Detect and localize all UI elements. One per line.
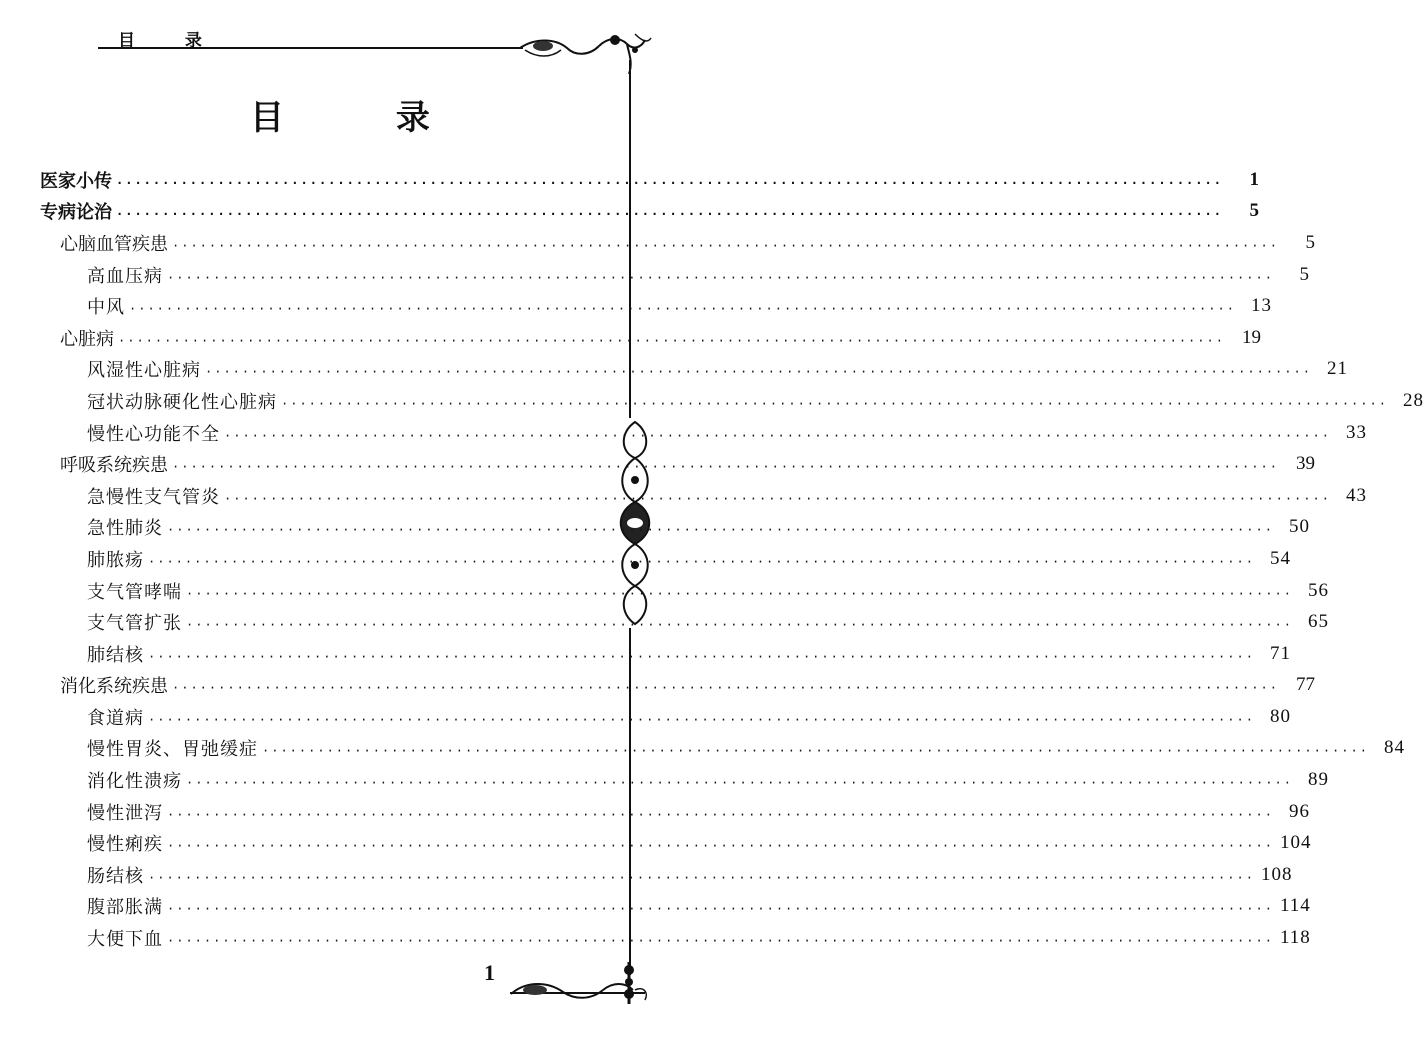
dot-leader: ························································································································ (224, 428, 1331, 443)
toc-entry-title: 肠结核 (87, 865, 144, 887)
toc-entry-page: 96 (1288, 800, 1310, 822)
dot-leader: ························································································································ (167, 270, 1274, 285)
dot-leader: ························································································································ (224, 491, 1331, 506)
toc-entry[interactable] (40, 733, 1405, 765)
page-number: 1 (484, 960, 495, 985)
toc-entry-title: 消化系统疾患 (60, 676, 168, 698)
toc-entry-title: 慢性泄泻 (87, 802, 163, 824)
dot-leader: ························································································································ (186, 586, 1293, 601)
toc-entry[interactable] (40, 448, 1315, 480)
dot-leader: ························································································································ (118, 333, 1225, 348)
toc-entry-page: 118 (1279, 927, 1311, 949)
toc-entry[interactable] (40, 670, 1315, 702)
dot-leader: ························································································································ (148, 870, 1255, 885)
toc-entry-page: 89 (1307, 769, 1329, 791)
toc-entry[interactable] (40, 385, 1424, 417)
toc-entry-page: 54 (1269, 547, 1291, 569)
toc-entry[interactable] (40, 764, 1329, 796)
dot-leader: ························································································································ (167, 839, 1274, 854)
toc-entry-page: 19 (1241, 326, 1261, 348)
running-head: 目 录 (118, 31, 224, 51)
toc-entry[interactable] (40, 859, 1293, 891)
toc-entry-page: 80 (1269, 705, 1291, 727)
toc-entry[interactable] (40, 543, 1291, 575)
dot-leader: ························································································································ (116, 175, 1223, 190)
dot-leader: ························································································································ (262, 744, 1369, 759)
toc-entry[interactable] (40, 701, 1291, 733)
toc-entry-title: 专病论治 (40, 202, 112, 224)
dot-leader: ························································································································ (172, 460, 1279, 475)
toc-entry[interactable] (40, 417, 1367, 449)
toc-entry-title: 食道病 (87, 707, 144, 729)
toc-entry-title: 心脏病 (60, 328, 114, 350)
toc-entry-title: 支气管哮喘 (87, 581, 182, 603)
toc-entry-page: 21 (1326, 358, 1348, 380)
toc-entry[interactable] (40, 480, 1367, 512)
toc-entry-page: 5 (1249, 200, 1259, 222)
dot-leader: ························································································································ (172, 238, 1279, 253)
toc-entry[interactable] (40, 922, 1311, 954)
toc-entry[interactable] (40, 290, 1272, 322)
page-title: 目 录 (250, 98, 480, 138)
toc-entry-title: 风湿性心脏病 (87, 360, 201, 382)
toc-entry-title: 急性肺炎 (87, 518, 163, 540)
toc-entry[interactable] (40, 891, 1311, 923)
toc-entry[interactable] (40, 259, 1310, 291)
toc-entry-title: 大便下血 (87, 929, 163, 951)
dot-leader: ························································································································ (148, 649, 1255, 664)
toc-entry-page: 108 (1260, 863, 1293, 885)
toc-entry-page: 84 (1383, 737, 1405, 759)
toc-entry-title: 高血压病 (87, 265, 163, 287)
dot-leader: ························································································································ (205, 365, 1312, 380)
dot-leader: ························································································································ (129, 302, 1236, 317)
toc-entry-page: 77 (1295, 674, 1315, 696)
toc-entry[interactable] (40, 512, 1310, 544)
toc-entry-page: 5 (1305, 231, 1315, 253)
toc-entry-page: 28 (1402, 389, 1424, 411)
toc-entry-title: 腹部胀满 (87, 897, 163, 919)
toc-entry-title: 肺结核 (87, 644, 144, 666)
toc-entry-page: 13 (1250, 295, 1272, 317)
toc-entry[interactable] (40, 227, 1315, 259)
toc-entry-title: 消化性溃疡 (87, 771, 182, 793)
toc-entry-page: 5 (1299, 263, 1310, 285)
toc-entry[interactable] (40, 827, 1312, 859)
toc-entry-page: 43 (1345, 484, 1367, 506)
dot-leader: ························································································································ (116, 207, 1223, 222)
dot-leader: ························································································································ (281, 396, 1388, 411)
toc-entry-page: 71 (1269, 642, 1291, 664)
dot-leader: ························································································································ (186, 618, 1293, 633)
toc-entry[interactable] (40, 796, 1310, 828)
toc-entry-title: 肺脓疡 (87, 549, 144, 571)
dot-leader: ························································································································ (167, 934, 1274, 949)
toc-entry-page: 104 (1279, 832, 1312, 854)
toc-entry-page: 1 (1249, 168, 1259, 190)
toc-entry[interactable] (40, 354, 1348, 386)
dot-leader: ························································································································ (148, 712, 1255, 727)
dot-leader: ························································································································ (167, 523, 1274, 538)
toc-entry-title: 慢性心功能不全 (87, 423, 220, 445)
dot-leader: ························································································································ (167, 902, 1274, 917)
dot-leader: ························································································································ (167, 807, 1274, 822)
toc-entry[interactable] (40, 638, 1291, 670)
toc-entry[interactable] (40, 322, 1261, 354)
toc-entry-title: 中风 (87, 297, 125, 319)
header-rule (98, 47, 523, 49)
toc-entry-title: 呼吸系统疾患 (60, 455, 168, 477)
toc-entry-title: 慢性胃炎、胃弛缓症 (87, 739, 258, 761)
top-corner-ornament-icon (515, 30, 655, 80)
toc-entry-title: 支气管扩张 (87, 613, 182, 635)
table-of-contents (40, 164, 1424, 954)
toc-entry-page: 65 (1307, 611, 1329, 633)
toc-entry-page: 39 (1295, 453, 1315, 475)
toc-entry-page: 56 (1307, 579, 1329, 601)
toc-entry[interactable] (40, 575, 1329, 607)
toc-entry[interactable] (40, 196, 1259, 228)
toc-entry-page: 33 (1345, 421, 1367, 443)
toc-entry-title: 急慢性支气管炎 (87, 486, 220, 508)
toc-entry-title: 医家小传 (40, 170, 112, 192)
toc-entry[interactable] (40, 606, 1329, 638)
toc-entry-title: 冠状动脉硬化性心脏病 (87, 391, 277, 413)
toc-entry[interactable] (40, 164, 1259, 196)
toc-entry-title: 慢性痢疾 (87, 834, 163, 856)
dot-leader: ························································································································ (148, 554, 1255, 569)
toc-entry-page: 114 (1279, 895, 1311, 917)
bottom-corner-ornament-icon (505, 960, 655, 1008)
dot-leader: ························································································································ (172, 681, 1279, 696)
toc-entry-page: 50 (1288, 516, 1310, 538)
toc-entry-title: 心脑血管疾患 (60, 233, 168, 255)
dot-leader: ························································································································ (186, 776, 1293, 791)
